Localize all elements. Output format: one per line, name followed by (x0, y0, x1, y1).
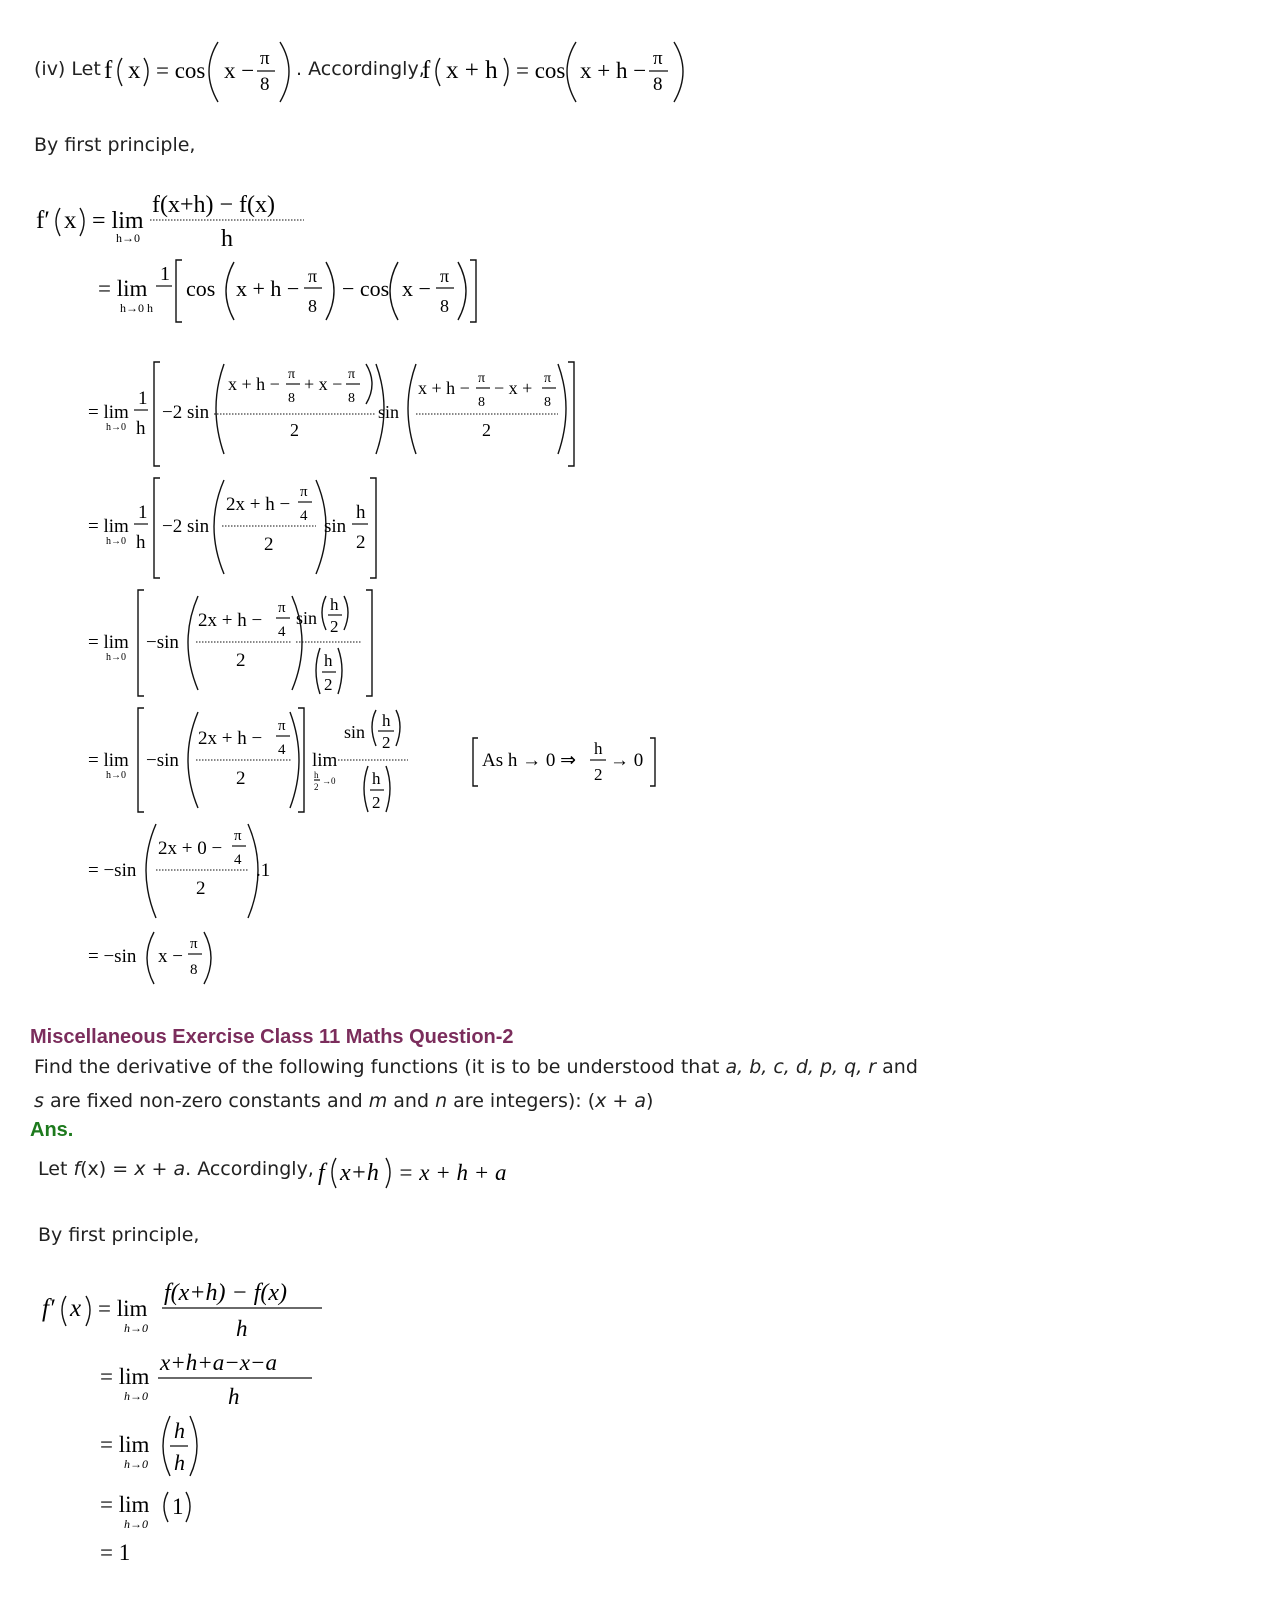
svg-text:= lim: = lim (88, 402, 129, 423)
svg-text:x + h −: x + h − (228, 374, 280, 394)
svg-text:h: h (228, 1384, 240, 1409)
svg-text:= −sin: = −sin (88, 860, 137, 881)
svg-text:8: 8 (478, 395, 485, 410)
svg-text:4: 4 (300, 508, 308, 524)
svg-text:h: h (382, 711, 391, 730)
svg-text:x −: x − (158, 946, 183, 967)
answer-let-x: (x) (80, 1158, 107, 1180)
question-constant-s: s (34, 1090, 44, 1112)
svg-text:sin: sin (296, 608, 318, 628)
iv-derivation-line-6 (86, 704, 426, 816)
svg-text:2: 2 (196, 878, 206, 899)
question-constants: a, b, c, d, p, q, r (725, 1056, 877, 1078)
svg-text:x: x (64, 207, 77, 234)
svg-text:8: 8 (440, 296, 449, 316)
svg-text:−2 sin: −2 sin (162, 516, 210, 537)
svg-text:x+h: x+h (340, 1160, 379, 1186)
iv-derivation-line-3 (86, 358, 586, 472)
svg-text:2: 2 (482, 420, 491, 440)
svg-text:x: x (70, 1295, 82, 1322)
svg-text:x + h −: x + h − (418, 378, 470, 398)
svg-text:− x +: − x + (494, 378, 533, 398)
svg-text:2x + 0 −: 2x + 0 − (158, 838, 223, 859)
svg-text:x + h −: x + h − (236, 276, 300, 301)
svg-text:h: h (314, 770, 319, 780)
svg-text:1: 1 (160, 263, 170, 285)
answer-derivation-line-1 (40, 1274, 340, 1344)
svg-text:2: 2 (264, 534, 274, 555)
svg-text:4: 4 (278, 742, 286, 758)
first-principle-text: By first principle, (34, 134, 196, 156)
svg-text:= lim: = lim (100, 1432, 150, 1457)
question-text-2a: are fixed non-zero constants and (43, 1090, 369, 1112)
svg-text:π: π (288, 367, 296, 382)
svg-text:h: h (324, 651, 333, 670)
question-text-1a: Find the derivative of the following functions (it is to be understood that (34, 1056, 726, 1078)
svg-text:h→0: h→0 (106, 536, 126, 547)
svg-text:= lim: = lim (98, 276, 148, 301)
svg-text:f(x+h) − f(x): f(x+h) − f(x) (152, 192, 276, 218)
svg-text:h→0: h→0 (124, 1517, 148, 1531)
svg-text:2x + h −: 2x + h − (198, 728, 263, 749)
svg-text:= lim: = lim (92, 208, 144, 234)
svg-text:8: 8 (653, 74, 663, 95)
svg-text:1: 1 (138, 502, 148, 523)
svg-text:2: 2 (290, 420, 299, 440)
svg-text:4: 4 (278, 624, 286, 640)
svg-text:−sin: −sin (146, 750, 179, 771)
svg-text:8: 8 (288, 391, 295, 406)
svg-text:h→0: h→0 (106, 652, 126, 663)
question-var-n: n (435, 1090, 448, 1112)
svg-text:8: 8 (260, 74, 270, 95)
iv-derivation-line-8 (86, 928, 246, 988)
svg-text:lim: lim (312, 750, 338, 771)
svg-text:− cos: − cos (342, 276, 390, 301)
svg-text:h→0: h→0 (116, 231, 140, 245)
svg-text:2: 2 (314, 782, 319, 792)
answer-let-f: f (73, 1158, 81, 1180)
svg-text:h: h (236, 1316, 248, 1341)
svg-text:x + h −: x + h − (580, 58, 647, 83)
f-definition-formula (100, 38, 300, 104)
svg-text:sin: sin (344, 722, 366, 742)
svg-text:f: f (318, 1160, 325, 1186)
svg-text:2x + h −: 2x + h − (226, 494, 291, 515)
question-line-1 (34, 1056, 918, 1078)
svg-text:= lim: = lim (88, 750, 129, 771)
svg-text:= lim: = lim (88, 632, 129, 653)
svg-text:h: h (594, 739, 603, 758)
svg-text:2: 2 (594, 765, 603, 784)
question-text-2c: are integers): ( (447, 1090, 596, 1112)
svg-text:2: 2 (236, 768, 246, 789)
svg-text:h: h (174, 1418, 185, 1443)
answer-let-text: Let (38, 1158, 74, 1180)
question-line-2 (34, 1090, 653, 1112)
answer-let-rhs: x + a (134, 1158, 186, 1180)
svg-text:h: h (372, 769, 381, 788)
svg-text:2: 2 (330, 617, 339, 636)
svg-text:x −: x − (224, 58, 255, 83)
svg-text:h→0: h→0 (124, 1389, 148, 1403)
svg-text:h→0 h: h→0 h (120, 301, 153, 315)
svg-text:= 1: = 1 (100, 1540, 131, 1565)
svg-text:As h → 0 ⇒: As h → 0 ⇒ (482, 750, 577, 771)
answer-first-principle: By first principle, (38, 1224, 200, 1246)
svg-text:h: h (221, 226, 233, 252)
svg-text:π: π (653, 48, 663, 69)
iv-derivation-line-4 (86, 474, 386, 582)
svg-text:h→0: h→0 (124, 1457, 148, 1471)
svg-text:π: π (190, 936, 198, 952)
svg-text:π: π (440, 266, 450, 286)
svg-text:= cos: = cos (516, 58, 566, 83)
svg-text:8: 8 (308, 296, 317, 316)
svg-text:h: h (356, 502, 366, 523)
accordingly-text: . Accordingly, (296, 58, 425, 80)
svg-text:f′: f′ (36, 207, 50, 234)
answer-derivation-line-4 (96, 1486, 236, 1536)
svg-text:= lim: = lim (100, 1364, 150, 1389)
svg-text:f′: f′ (42, 1295, 55, 1322)
svg-text:+ x −: + x − (304, 374, 343, 394)
iv-derivation-line-2 (90, 256, 490, 326)
svg-text:4: 4 (234, 852, 242, 868)
svg-text:π: π (308, 266, 318, 286)
svg-text:2: 2 (382, 733, 391, 752)
svg-text:f: f (422, 57, 431, 84)
svg-text:cos: cos (186, 276, 216, 301)
svg-text:h: h (174, 1450, 185, 1475)
svg-text:x −: x − (402, 276, 431, 301)
svg-text:1: 1 (172, 1494, 184, 1519)
svg-text:.1: .1 (256, 860, 271, 881)
fxh-definition-formula (420, 38, 690, 104)
answer-fxh-formula (316, 1150, 516, 1194)
svg-text:−sin: −sin (146, 632, 179, 653)
svg-text:sin: sin (324, 516, 347, 537)
question-heading: Miscellaneous Exercise Class 11 Maths Question-2 (30, 1026, 514, 1048)
svg-text:π: π (544, 371, 552, 386)
svg-text:h→0: h→0 (124, 1321, 148, 1335)
svg-text:π: π (300, 484, 308, 500)
iv-derivation-line-1 (34, 186, 324, 252)
svg-text:π: π (478, 371, 486, 386)
svg-text:→ 0: → 0 (610, 750, 644, 771)
svg-text:2: 2 (372, 793, 381, 812)
svg-text:f: f (104, 57, 113, 84)
question-text-2d: ) (646, 1090, 654, 1112)
svg-text:π: π (348, 367, 356, 382)
svg-text:h: h (136, 532, 146, 553)
svg-text:π: π (278, 600, 286, 616)
svg-text:1: 1 (138, 388, 148, 409)
iv-derivation-line-5 (86, 586, 386, 700)
svg-text:π: π (260, 48, 270, 69)
svg-text:= −sin: = −sin (88, 946, 137, 967)
svg-text:sin: sin (378, 402, 400, 422)
svg-text:8: 8 (348, 391, 355, 406)
limit-note (470, 734, 660, 790)
svg-text:h→0: h→0 (106, 422, 126, 433)
svg-text:2x + h −: 2x + h − (198, 610, 263, 631)
svg-text:= cos: = cos (156, 58, 206, 83)
svg-text:= lim: = lim (100, 1492, 150, 1517)
svg-text:x + h: x + h (446, 57, 498, 84)
svg-text:π: π (278, 718, 286, 734)
svg-text:h: h (136, 418, 146, 439)
svg-text:x+h+a−x−a: x+h+a−x−a (160, 1350, 277, 1375)
svg-text:2: 2 (236, 650, 246, 671)
answer-let-eq: = (106, 1158, 135, 1180)
answer-accordingly: . Accordingly, (185, 1158, 314, 1180)
answer-derivation-line-2 (96, 1346, 336, 1410)
svg-text:h→0: h→0 (106, 770, 126, 781)
answer-label: Ans. (30, 1119, 74, 1141)
question-var-m: m (368, 1090, 388, 1112)
svg-text:−2 sin: −2 sin (162, 402, 210, 423)
answer-derivation-line-3 (96, 1410, 236, 1480)
svg-text:f(x+h) − f(x): f(x+h) − f(x) (164, 1280, 287, 1306)
question-text-2b: and (387, 1090, 436, 1112)
svg-text:= x + h + a: = x + h + a (398, 1160, 507, 1185)
svg-text:2: 2 (356, 532, 366, 553)
answer-let-line (38, 1158, 314, 1180)
svg-text:= lim: = lim (88, 516, 129, 537)
svg-text:h: h (330, 595, 339, 614)
question-expression: x + a (595, 1090, 647, 1112)
svg-text:→0: →0 (322, 776, 336, 786)
iv-derivation-line-7 (86, 820, 286, 924)
svg-text:= lim: = lim (98, 1296, 148, 1321)
svg-text:π: π (234, 828, 242, 844)
svg-text:8: 8 (544, 395, 551, 410)
question-text-1b: and (876, 1056, 918, 1078)
svg-text:8: 8 (190, 962, 198, 978)
answer-derivation-line-5 (96, 1534, 176, 1570)
part-iv-label: (iv) Let (34, 58, 101, 80)
svg-text:x: x (128, 57, 141, 84)
svg-text:2: 2 (324, 675, 333, 694)
